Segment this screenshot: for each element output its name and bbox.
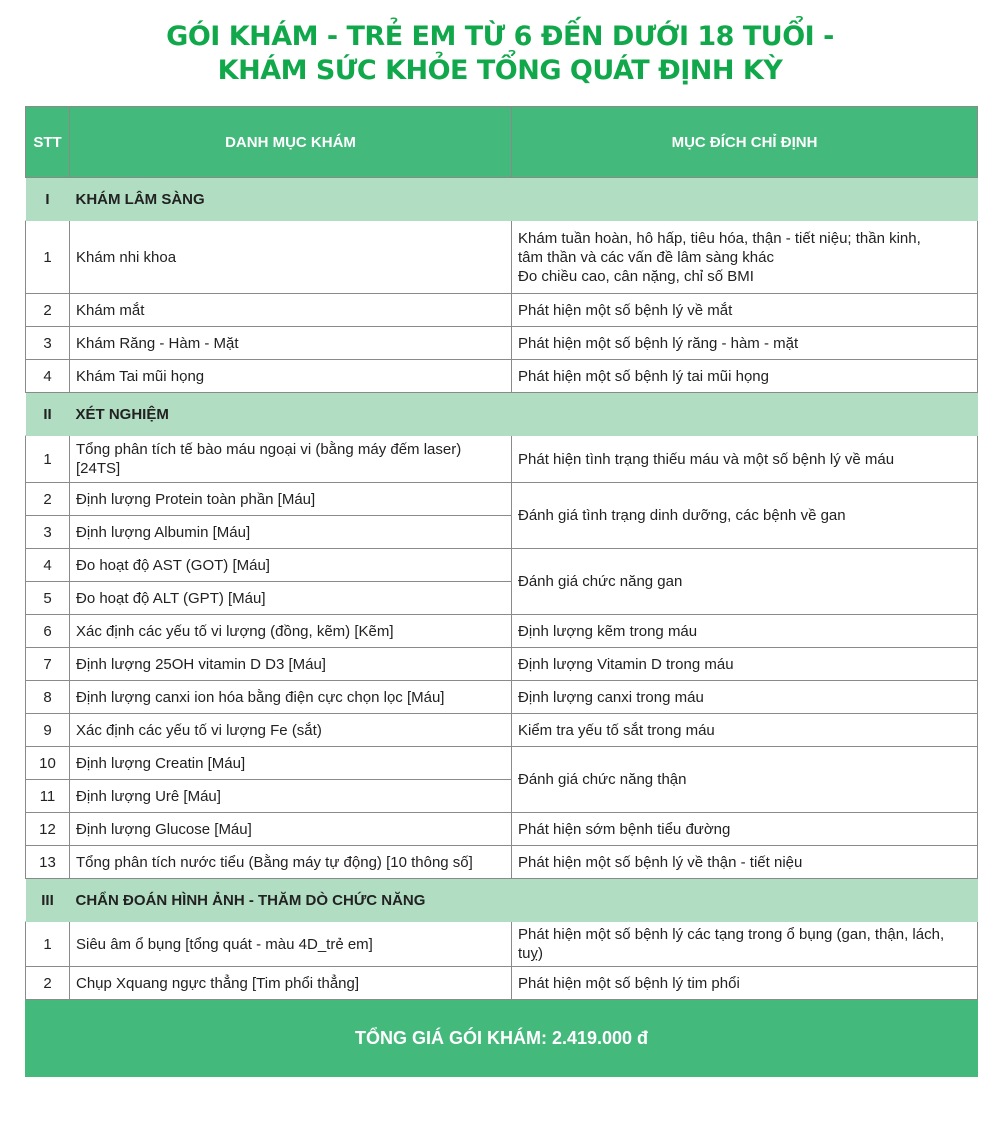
total-price: TỔNG GIÁ GÓI KHÁM: 2.419.000 đ xyxy=(26,1000,978,1077)
purpose-line: Đo chiều cao, cân nặng, chỉ số BMI xyxy=(518,267,754,285)
section-row xyxy=(26,393,978,436)
table-row xyxy=(26,681,978,714)
section-name: KHÁM LÂM SÀNG xyxy=(70,178,978,221)
table-row xyxy=(26,436,978,483)
purpose-line: tâm thần và các vấn đề lâm sàng khác xyxy=(518,248,774,266)
table-row xyxy=(26,922,978,967)
row-stt: 2 xyxy=(26,967,70,1000)
row-purpose: Đánh giá tình trạng dinh dưỡng, các bệnh về gan xyxy=(512,483,978,549)
table-row xyxy=(26,549,978,582)
table-row xyxy=(26,967,978,1000)
table-row xyxy=(26,615,978,648)
row-purpose: Định lượng kẽm trong máu xyxy=(512,615,978,648)
row-item: Khám mắt xyxy=(70,294,512,327)
row-purpose: Phát hiện một số bệnh lý răng - hàm - mặt xyxy=(512,327,978,360)
row-item: Định lượng Glucose [Máu] xyxy=(70,813,512,846)
row-purpose: Phát hiện một số bệnh lý về thận - tiết niệu xyxy=(512,846,978,879)
header-purpose: MỤC ĐÍCH CHỈ ĐỊNH xyxy=(512,107,978,178)
table-row xyxy=(26,846,978,879)
page-title xyxy=(0,20,1000,88)
row-purpose: Định lượng Vitamin D trong máu xyxy=(512,648,978,681)
section-name: XÉT NGHIỆM xyxy=(70,393,978,436)
row-stt: 8 xyxy=(26,681,70,714)
row-purpose: Kiểm tra yếu tố sắt trong máu xyxy=(512,714,978,747)
row-stt: 2 xyxy=(26,294,70,327)
header-item: DANH MỤC KHÁM xyxy=(70,107,512,178)
row-item: Xác định các yếu tố vi lượng (đồng, kẽm) [Kẽm] xyxy=(70,615,512,648)
row-item: Khám Tai mũi họng xyxy=(70,360,512,393)
row-stt: 3 xyxy=(26,516,70,549)
row-item: Định lượng canxi ion hóa bằng điện cực chọn lọc [Máu] xyxy=(70,681,512,714)
section-row xyxy=(26,879,978,922)
table-row xyxy=(26,747,978,780)
table-row xyxy=(26,648,978,681)
row-purpose: Phát hiện một số bệnh lý về mắt xyxy=(512,294,978,327)
row-item: Khám nhi khoa xyxy=(70,221,512,294)
row-item: Đo hoạt độ ALT (GPT) [Máu] xyxy=(70,582,512,615)
section-numeral: I xyxy=(26,178,70,221)
row-stt: 1 xyxy=(26,436,70,483)
row-item: Định lượng Creatin [Máu] xyxy=(70,747,512,780)
row-purpose: Phát hiện một số bệnh lý tim phổi xyxy=(512,967,978,1000)
row-item: Định lượng Protein toàn phần [Máu] xyxy=(70,483,512,516)
table-row xyxy=(26,327,978,360)
package-table xyxy=(25,106,978,1077)
section-row xyxy=(26,178,978,221)
section-numeral: II xyxy=(26,393,70,436)
section-name: CHẨN ĐOÁN HÌNH ẢNH - THĂM DÒ CHỨC NĂNG xyxy=(70,879,978,922)
row-stt: 10 xyxy=(26,747,70,780)
row-item: Định lượng Urê [Máu] xyxy=(70,780,512,813)
row-stt: 4 xyxy=(26,360,70,393)
row-stt: 1 xyxy=(26,922,70,967)
row-stt: 6 xyxy=(26,615,70,648)
row-stt: 13 xyxy=(26,846,70,879)
row-item: Siêu âm ổ bụng [tổng quát - màu 4D_trẻ em] xyxy=(70,922,512,967)
table-header-row xyxy=(26,107,978,178)
section-numeral: III xyxy=(26,879,70,922)
table-row xyxy=(26,294,978,327)
table-row xyxy=(26,360,978,393)
row-stt: 7 xyxy=(26,648,70,681)
row-purpose: Phát hiện tình trạng thiếu máu và một số bệnh lý về máu xyxy=(512,436,978,483)
table-row xyxy=(26,221,978,294)
row-item: Định lượng Albumin [Máu] xyxy=(70,516,512,549)
row-stt: 4 xyxy=(26,549,70,582)
title-line-2: KHÁM SỨC KHỎE TỔNG QUÁT ĐỊNH KỲ xyxy=(217,55,783,86)
row-stt: 3 xyxy=(26,327,70,360)
row-item: Xác định các yếu tố vi lượng Fe (sắt) xyxy=(70,714,512,747)
row-stt: 2 xyxy=(26,483,70,516)
row-purpose: Phát hiện sớm bệnh tiểu đường xyxy=(512,813,978,846)
purpose-line: Khám tuần hoàn, hô hấp, tiêu hóa, thận - tiết niệu; thần kinh, xyxy=(518,229,921,247)
row-item: Khám Răng - Hàm - Mặt xyxy=(70,327,512,360)
row-item: Đo hoạt độ AST (GOT) [Máu] xyxy=(70,549,512,582)
row-purpose: Đánh giá chức năng gan xyxy=(512,549,978,615)
row-purpose xyxy=(512,221,978,294)
row-stt: 12 xyxy=(26,813,70,846)
row-item: Tổng phân tích tế bào máu ngoại vi (bằng máy đếm laser) [24TS] xyxy=(70,436,512,483)
title-line-1: GÓI KHÁM - TRẺ EM TỪ 6 ĐẾN DƯỚI 18 TUỔI - xyxy=(166,21,834,52)
row-stt: 1 xyxy=(26,221,70,294)
row-item: Chụp Xquang ngực thẳng [Tim phổi thẳng] xyxy=(70,967,512,1000)
row-item: Định lượng 25OH vitamin D D3 [Máu] xyxy=(70,648,512,681)
row-purpose: Đánh giá chức năng thận xyxy=(512,747,978,813)
header-stt: STT xyxy=(26,107,70,178)
total-row xyxy=(26,1000,978,1077)
row-purpose: Phát hiện một số bệnh lý các tạng trong ổ bụng (gan, thận, lách, tuỵ) xyxy=(512,922,978,967)
row-stt: 9 xyxy=(26,714,70,747)
row-purpose: Phát hiện một số bệnh lý tai mũi họng xyxy=(512,360,978,393)
row-item: Tổng phân tích nước tiểu (Bằng máy tự động) [10 thông số] xyxy=(70,846,512,879)
table-row xyxy=(26,813,978,846)
table-row xyxy=(26,714,978,747)
row-purpose: Định lượng canxi trong máu xyxy=(512,681,978,714)
row-stt: 11 xyxy=(26,780,70,813)
table-row xyxy=(26,483,978,516)
row-stt: 5 xyxy=(26,582,70,615)
